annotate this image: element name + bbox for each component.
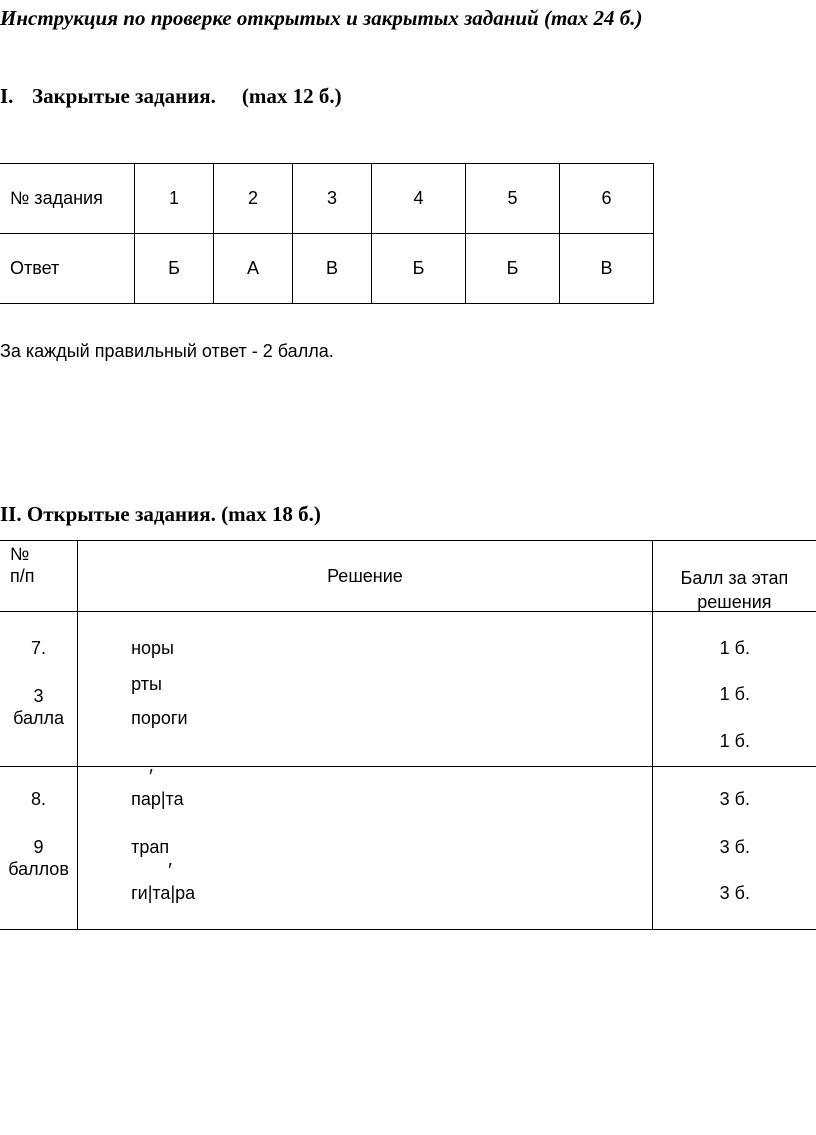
- section-open-numeral: II.: [0, 502, 22, 526]
- task-8-score-cell: [652, 767, 816, 930]
- header-score-cell: [652, 541, 816, 612]
- header-score-line2: решения: [697, 592, 772, 612]
- section-open-title: Открытые задания.: [26, 502, 216, 526]
- answer-label: Ответ: [0, 234, 135, 304]
- task-number-cell: 5: [466, 164, 560, 234]
- task-8-answer-3: ги|та|ра: [131, 883, 196, 903]
- task-7-answer-1: норы: [131, 638, 174, 658]
- task-7-score-2: 1 б.: [719, 684, 750, 704]
- task-7-number: 7.: [31, 638, 47, 658]
- task-number-row: [0, 164, 654, 234]
- section-closed-max: (max 12 б.): [241, 84, 342, 108]
- answer-row: [0, 234, 654, 304]
- task-8-points-num: 9: [33, 837, 44, 857]
- stress-mark-1: ′: [149, 766, 153, 788]
- task-number-cell: 4: [372, 164, 466, 234]
- answer-cell: А: [214, 234, 293, 304]
- task-8-score-1: 3 б.: [719, 789, 750, 809]
- task-8-number-cell: [0, 767, 78, 930]
- section-closed-heading: [0, 84, 342, 109]
- task-7-answer-2: рты: [131, 674, 162, 694]
- task-8-answer-2: трап: [131, 837, 170, 857]
- task-number-label: № задания: [0, 164, 135, 234]
- table-row-task-7: [0, 612, 816, 767]
- header-number-sign: №: [10, 544, 30, 564]
- header-score-line1: Балл за этап: [680, 568, 789, 588]
- section-closed-title: Закрытые задания.: [32, 84, 216, 108]
- task-8-number: 8.: [31, 789, 47, 809]
- header-solution-cell: [78, 541, 653, 612]
- task-8-score-2: 3 б.: [719, 837, 750, 857]
- task-number-cell: 6: [560, 164, 654, 234]
- task-7-points-word: балла: [13, 708, 65, 728]
- answer-cell: Б: [466, 234, 560, 304]
- task-8-score-3: 3 б.: [719, 883, 750, 903]
- header-number-cell: [0, 541, 78, 612]
- task-7-score-3: 1 б.: [719, 731, 750, 751]
- header-number-label: п/п: [10, 566, 35, 586]
- header-solution-label: Решение: [327, 566, 403, 586]
- section-closed-numeral: I.: [0, 84, 14, 108]
- task-number-cell: 2: [214, 164, 293, 234]
- table-row-task-8: [0, 767, 816, 930]
- closed-answers-table: [0, 163, 654, 304]
- answer-cell: Б: [372, 234, 466, 304]
- answer-cell: В: [560, 234, 654, 304]
- task-7-answer-3: пороги: [131, 708, 188, 728]
- task-7-score-1: 1 б.: [719, 638, 750, 658]
- document-title: Инструкция по проверке открытых и закрытых заданий (max 24 б.): [0, 6, 643, 30]
- task-number-cell: 1: [135, 164, 214, 234]
- scoring-note: За каждый правильный ответ - 2 балла.: [0, 341, 334, 361]
- task-7-score-cell: [652, 612, 816, 767]
- task-8-solution-cell: [78, 767, 653, 930]
- task-7-points-num: 3: [33, 686, 44, 706]
- task-8-points-word: баллов: [8, 859, 69, 879]
- task-8-answer-1: пар|та: [131, 789, 184, 809]
- task-7-solution-cell: [78, 612, 653, 767]
- task-7-number-cell: [0, 612, 78, 767]
- answer-cell: В: [293, 234, 372, 304]
- stress-mark-2: ′: [168, 860, 172, 882]
- open-tasks-table: [0, 540, 816, 930]
- table-header-row: [0, 541, 816, 612]
- section-open-max: (max 18 б.): [221, 502, 321, 526]
- task-number-cell: 3: [293, 164, 372, 234]
- answer-cell: Б: [135, 234, 214, 304]
- section-open-heading: [0, 502, 321, 527]
